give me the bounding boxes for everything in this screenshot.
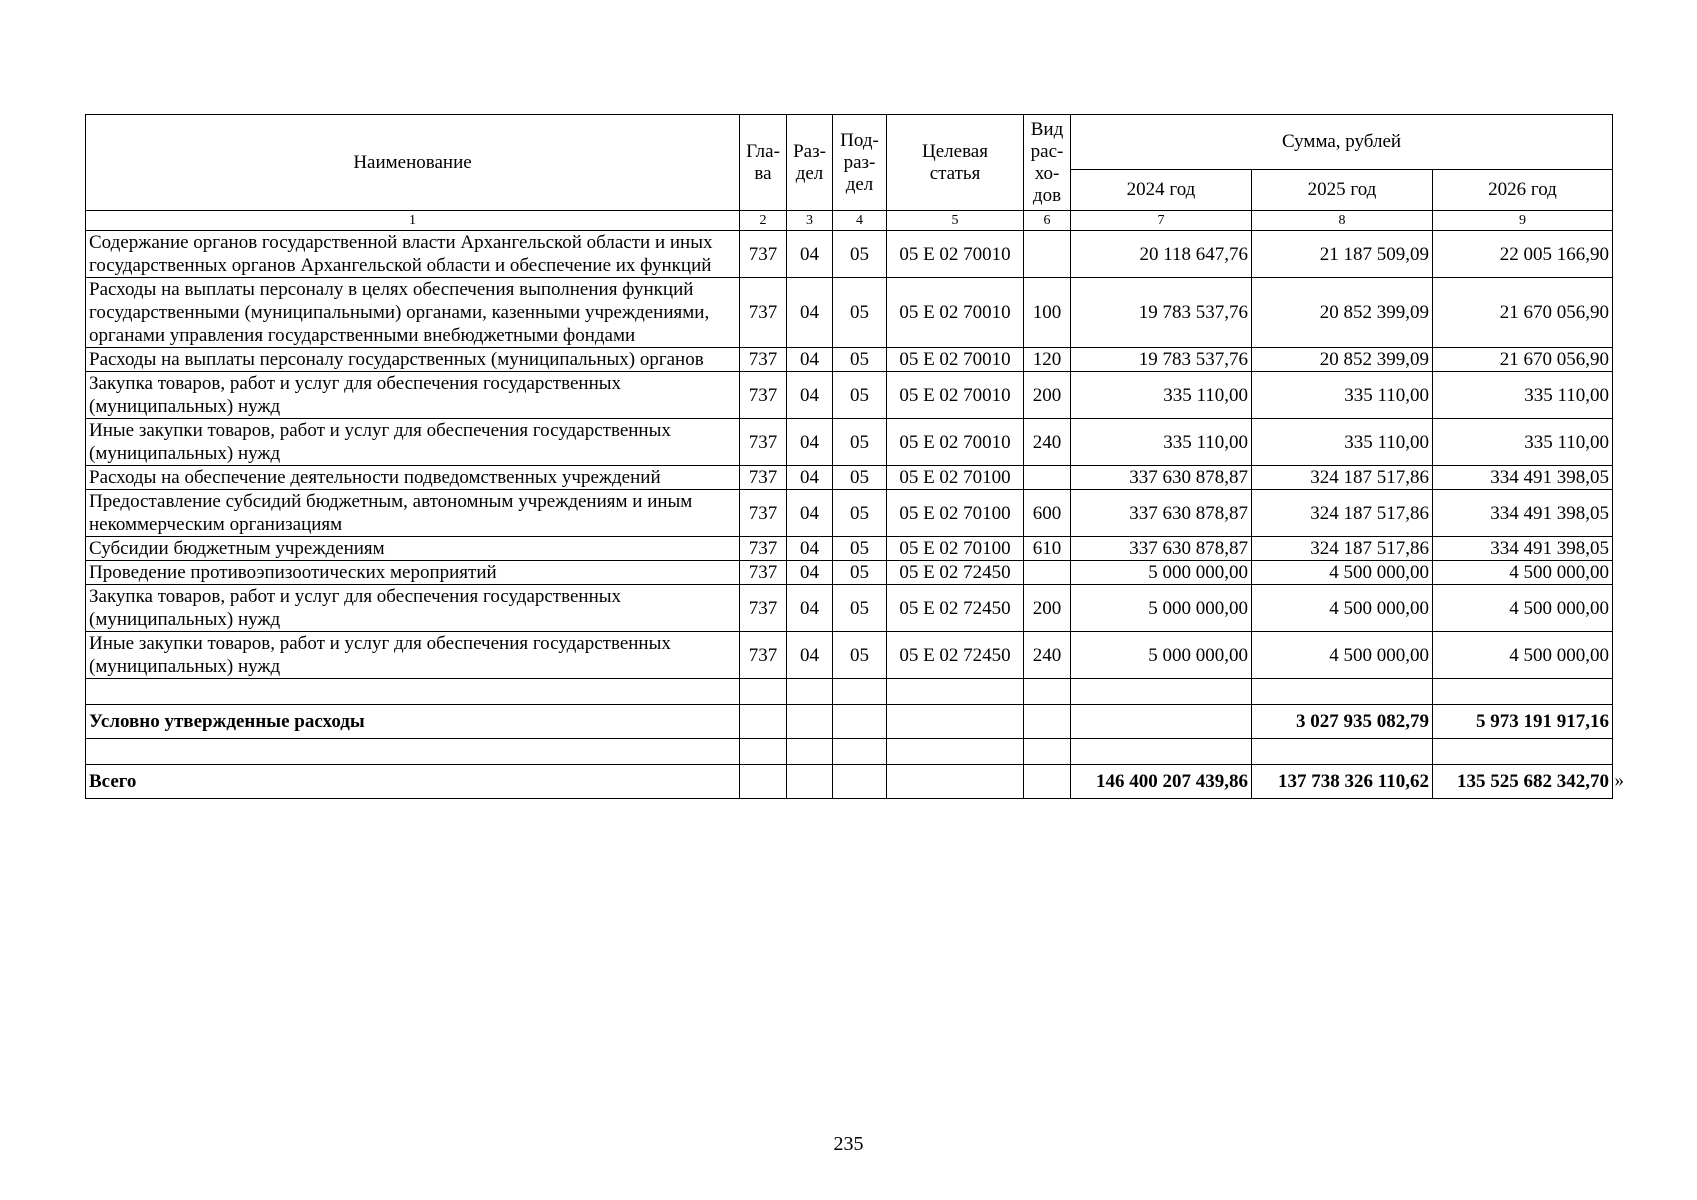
- row-podrazdel: 05: [833, 348, 887, 372]
- row-amount-2026: 334 491 398,05: [1433, 537, 1613, 561]
- row-amount-2025: 324 187 517,86: [1252, 537, 1433, 561]
- table-row: [86, 231, 1613, 278]
- row-glava: 737: [740, 278, 787, 348]
- row-tselevaya-statya: 05 Е 02 70100: [887, 537, 1024, 561]
- row-razdel: 04: [787, 231, 833, 278]
- row-amount-2026: 4 500 000,00: [1433, 632, 1613, 679]
- row-glava: 737: [740, 348, 787, 372]
- row-tselevaya-statya: 05 Е 02 72450: [887, 561, 1024, 585]
- row-podrazdel: 05: [833, 537, 887, 561]
- header-summa: Сумма, рублей: [1071, 115, 1613, 170]
- row-amount-2024: 5 000 000,00: [1071, 632, 1252, 679]
- row-glava: 737: [740, 537, 787, 561]
- row-amount-2026: 21 670 056,90: [1433, 278, 1613, 348]
- row-name: Предоставление субсидий бюджетным, автономным учреждениям и иным некоммерческим организациям: [86, 490, 740, 537]
- row-tselevaya-statya: 05 Е 02 70100: [887, 466, 1024, 490]
- empty-row: [86, 679, 1613, 705]
- row-tselevaya-statya: 05 Е 02 70010: [887, 278, 1024, 348]
- col-number: 8: [1252, 211, 1433, 231]
- row-vid-raskhodov: 600: [1024, 490, 1071, 537]
- col-number: 7: [1071, 211, 1252, 231]
- row-amount-2026: 334 491 398,05: [1433, 490, 1613, 537]
- row-podrazdel: 05: [833, 490, 887, 537]
- row-amount-2025: 324 187 517,86: [1252, 466, 1433, 490]
- header-year-2026: 2026 год: [1433, 170, 1613, 211]
- row-name: Субсидии бюджетным учреждениям: [86, 537, 740, 561]
- row-amount-2024: 337 630 878,87: [1071, 466, 1252, 490]
- header-year-2024: 2024 год: [1071, 170, 1252, 211]
- row-amount-2024: 5 000 000,00: [1071, 561, 1252, 585]
- conditional-2024: [1071, 705, 1252, 739]
- row-name: Расходы на обеспечение деятельности подведомственных учреждений: [86, 466, 740, 490]
- conditional-2026: 5 973 191 917,16: [1433, 705, 1613, 739]
- row-vid-raskhodov: 200: [1024, 372, 1071, 419]
- row-amount-2025: 335 110,00: [1252, 419, 1433, 466]
- row-vid-raskhodov: 240: [1024, 419, 1071, 466]
- row-glava: 737: [740, 419, 787, 466]
- table-row: [86, 278, 1613, 348]
- row-amount-2025: 20 852 399,09: [1252, 278, 1433, 348]
- row-razdel: 04: [787, 466, 833, 490]
- col-number: 2: [740, 211, 787, 231]
- row-vid-raskhodov: 100: [1024, 278, 1071, 348]
- row-amount-2024: 19 783 537,76: [1071, 348, 1252, 372]
- row-vid-raskhodov: 610: [1024, 537, 1071, 561]
- row-glava: 737: [740, 231, 787, 278]
- row-amount-2026: 4 500 000,00: [1433, 585, 1613, 632]
- row-amount-2024: 337 630 878,87: [1071, 490, 1252, 537]
- row-tselevaya-statya: 05 Е 02 70010: [887, 348, 1024, 372]
- table-row: [86, 372, 1613, 419]
- row-vid-raskhodov: [1024, 231, 1071, 278]
- row-amount-2024: 337 630 878,87: [1071, 537, 1252, 561]
- page-number: 235: [833, 1133, 864, 1155]
- col-number: 1: [86, 211, 740, 231]
- table-row: [86, 537, 1613, 561]
- row-name: Расходы на выплаты персоналу государственных (муниципальных) органов: [86, 348, 740, 372]
- row-glava: 737: [740, 490, 787, 537]
- row-glava: 737: [740, 372, 787, 419]
- row-amount-2025: 20 852 399,09: [1252, 348, 1433, 372]
- header-name: Наименование: [86, 115, 740, 211]
- table-row: [86, 419, 1613, 466]
- row-amount-2024: 335 110,00: [1071, 419, 1252, 466]
- col-number: 9: [1433, 211, 1613, 231]
- row-tselevaya-statya: 05 Е 02 70010: [887, 419, 1024, 466]
- row-razdel: 04: [787, 537, 833, 561]
- col-number: 3: [787, 211, 833, 231]
- row-name: Закупка товаров, работ и услуг для обеспечения государственных (муниципальных) нужд: [86, 585, 740, 632]
- row-glava: 737: [740, 632, 787, 679]
- header-vid-raskhodov: Вид рас- хо- дов: [1024, 115, 1071, 211]
- total-2026-cell: [1433, 765, 1625, 799]
- row-amount-2026: 334 491 398,05: [1433, 466, 1613, 490]
- row-amount-2025: 21 187 509,09: [1252, 231, 1433, 278]
- row-tselevaya-statya: 05 Е 02 70010: [887, 231, 1024, 278]
- row-razdel: 04: [787, 419, 833, 466]
- column-number-row: [86, 211, 1613, 231]
- col-number: 6: [1024, 211, 1071, 231]
- row-vid-raskhodov: 200: [1024, 585, 1071, 632]
- table-row: [86, 490, 1613, 537]
- row-amount-2025: 335 110,00: [1252, 372, 1433, 419]
- row-amount-2025: 4 500 000,00: [1252, 585, 1433, 632]
- row-amount-2026: 21 670 056,90: [1433, 348, 1613, 372]
- header-razdel: Раз- дел: [787, 115, 833, 211]
- total-2024: 146 400 207 439,86: [1071, 765, 1252, 799]
- row-razdel: 04: [787, 372, 833, 419]
- row-name: Закупка товаров, работ и услуг для обеспечения государственных (муниципальных) нужд: [86, 372, 740, 419]
- row-amount-2025: 324 187 517,86: [1252, 490, 1433, 537]
- table-row: [86, 585, 1613, 632]
- row-tselevaya-statya: 05 Е 02 72450: [887, 632, 1024, 679]
- row-razdel: 04: [787, 278, 833, 348]
- header-year-2025: 2025 год: [1252, 170, 1433, 211]
- row-vid-raskhodov: [1024, 561, 1071, 585]
- budget-table: [85, 114, 1625, 799]
- row-amount-2024: 19 783 537,76: [1071, 278, 1252, 348]
- row-razdel: 04: [787, 585, 833, 632]
- row-amount-2026: 4 500 000,00: [1433, 561, 1613, 585]
- row-podrazdel: 05: [833, 585, 887, 632]
- row-podrazdel: 05: [833, 419, 887, 466]
- row-amount-2024: 335 110,00: [1071, 372, 1252, 419]
- row-razdel: 04: [787, 632, 833, 679]
- table-row: [86, 466, 1613, 490]
- row-tselevaya-statya: 05 Е 02 70100: [887, 490, 1024, 537]
- row-amount-2025: 4 500 000,00: [1252, 561, 1433, 585]
- row-podrazdel: 05: [833, 278, 887, 348]
- row-glava: 737: [740, 561, 787, 585]
- row-name: Расходы на выплаты персоналу в целях обеспечения выполнения функций государственными (муниципальными) органами, казенными учреждениями, органами управления государственными внебюджетными фондами: [86, 278, 740, 348]
- col-number: 4: [833, 211, 887, 231]
- row-tselevaya-statya: 05 Е 02 72450: [887, 585, 1024, 632]
- conditional-expenses-row: [86, 705, 1613, 739]
- row-podrazdel: 05: [833, 231, 887, 278]
- row-razdel: 04: [787, 348, 833, 372]
- empty-row: [86, 739, 1613, 765]
- total-2026: 135 525 682 342,70: [1457, 771, 1610, 792]
- row-podrazdel: 05: [833, 632, 887, 679]
- table-row: [86, 632, 1613, 679]
- row-amount-2024: 20 118 647,76: [1071, 231, 1252, 278]
- row-razdel: 04: [787, 561, 833, 585]
- table-row: [86, 348, 1613, 372]
- row-glava: 737: [740, 466, 787, 490]
- col-number: 5: [887, 211, 1024, 231]
- total-row: [86, 765, 1613, 799]
- row-amount-2026: 22 005 166,90: [1433, 231, 1613, 278]
- row-name: Иные закупки товаров, работ и услуг для обеспечения государственных (муниципальных) нужд: [86, 632, 740, 679]
- total-2025: 137 738 326 110,62: [1252, 765, 1433, 799]
- row-glava: 737: [740, 585, 787, 632]
- row-podrazdel: 05: [833, 466, 887, 490]
- row-amount-2024: 5 000 000,00: [1071, 585, 1252, 632]
- row-name: Иные закупки товаров, работ и услуг для обеспечения государственных (муниципальных) нужд: [86, 419, 740, 466]
- row-amount-2026: 335 110,00: [1433, 372, 1613, 419]
- total-name: Всего: [86, 765, 740, 799]
- conditional-2025: 3 027 935 082,79: [1252, 705, 1433, 739]
- row-name: Содержание органов государственной власти Архангельской области и иных государственных органов Архангельской области и обеспечение их функций: [86, 231, 740, 278]
- row-vid-raskhodov: 240: [1024, 632, 1071, 679]
- row-vid-raskhodov: [1024, 466, 1071, 490]
- header-podrazdel: Под- раз- дел: [833, 115, 887, 211]
- row-podrazdel: 05: [833, 372, 887, 419]
- row-vid-raskhodov: 120: [1024, 348, 1071, 372]
- conditional-name: Условно утвержденные расходы: [86, 705, 740, 739]
- table-row: [86, 561, 1613, 585]
- row-razdel: 04: [787, 490, 833, 537]
- row-amount-2026: 335 110,00: [1433, 419, 1613, 466]
- header-tselevaya-statya: Целевая статья: [887, 115, 1024, 211]
- header-glava: Гла- ва: [740, 115, 787, 211]
- row-podrazdel: 05: [833, 561, 887, 585]
- row-tselevaya-statya: 05 Е 02 70010: [887, 372, 1024, 419]
- row-name: Проведение противоэпизоотических мероприятий: [86, 561, 740, 585]
- closing-quote-mark: »: [1614, 770, 1625, 791]
- row-amount-2025: 4 500 000,00: [1252, 632, 1433, 679]
